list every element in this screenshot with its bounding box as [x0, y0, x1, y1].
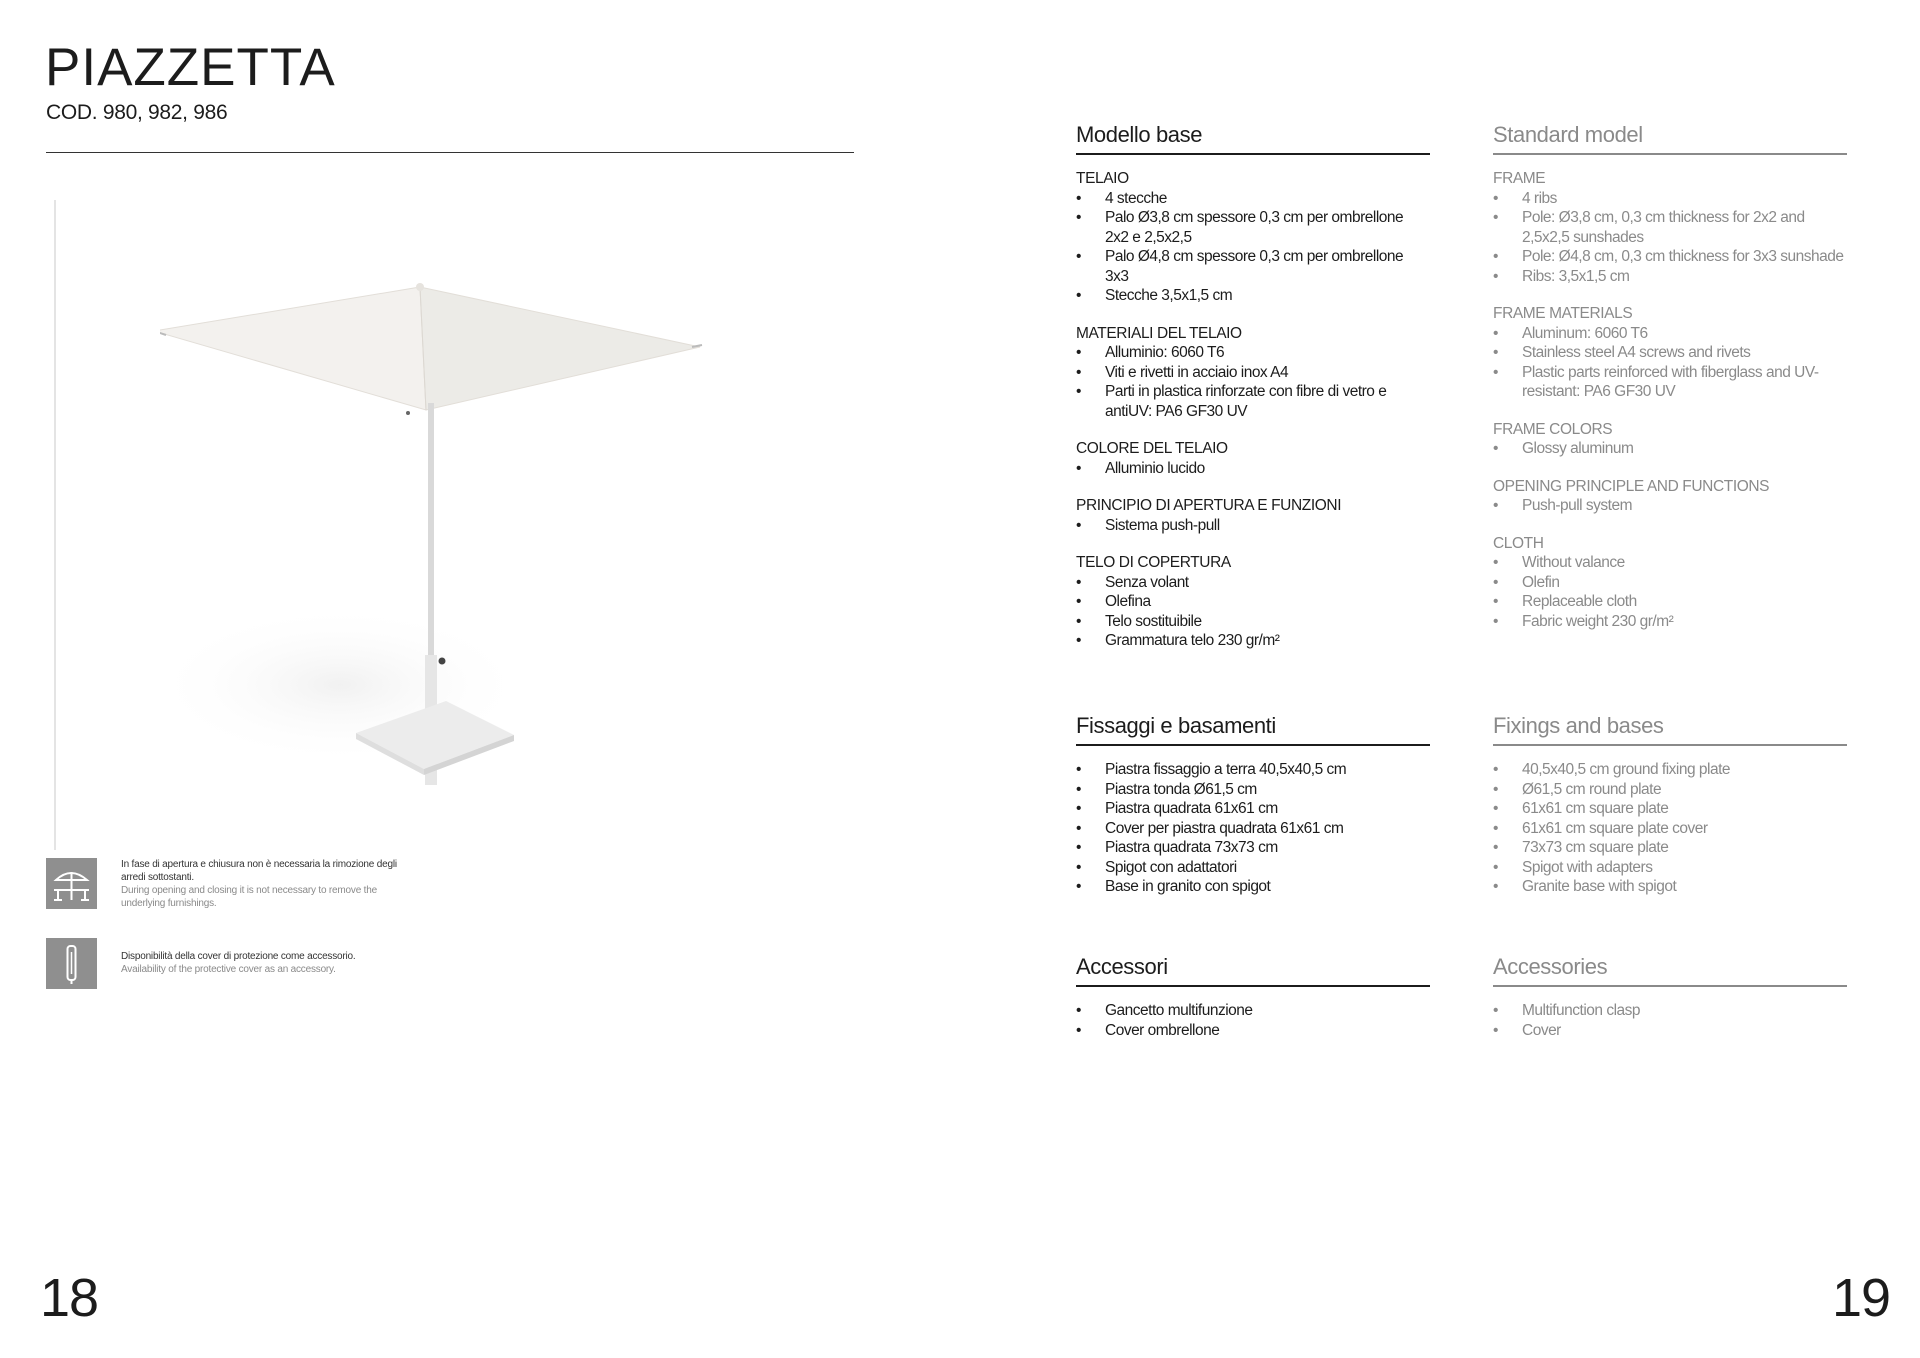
- list-item: • Piastra quadrata 73x73 cm: [1076, 838, 1430, 858]
- fixings-column-english: [1493, 712, 1847, 897]
- product-title: PIAZZETTA: [45, 38, 336, 97]
- list-item: • Stainless steel A4 screws and rivets: [1493, 343, 1847, 363]
- umbrella-product-image: [160, 265, 720, 785]
- list-item: • Pole: Ø3,8 cm, 0,3 cm thickness for 2x2 and 2,5x2,5 sunshades: [1493, 208, 1847, 247]
- list-item: • Push-pull system: [1493, 496, 1847, 516]
- opening-principle-label: PRINCIPIO DI APERTURA E FUNZIONI: [1076, 497, 1342, 514]
- list-item: • Viti e rivetti in acciaio inox A4: [1076, 363, 1430, 383]
- list-item: • Multifunction clasp: [1493, 1001, 1847, 1021]
- section-title-fixings: Fixings and bases: [1493, 712, 1847, 746]
- frame-materials-list: [1076, 343, 1430, 421]
- list-item: • Stecche 3,5x1,5 cm: [1076, 286, 1430, 306]
- list-item: • Spigot con adattatori: [1076, 858, 1430, 878]
- list-item: • Fabric weight 230 gr/m²: [1493, 612, 1847, 632]
- list-item: • Base in granito con spigot: [1076, 877, 1430, 897]
- frame-colors-label: COLORE DEL TELAIO: [1076, 440, 1228, 457]
- page-number-left: 18: [40, 1268, 99, 1328]
- section-title-accessories: Accessories: [1493, 953, 1847, 987]
- note-text-en: During opening and closing it is not necessary to remove the underlying furnishings.: [121, 885, 377, 909]
- note-text-en: Availability of the protective cover as an accessory.: [121, 964, 336, 975]
- accessories-column-english: [1493, 953, 1847, 1040]
- image-guide-line: [54, 200, 56, 850]
- spec-column-italian: [1076, 121, 1430, 651]
- list-item: • Grammatura telo 230 gr/m²: [1076, 631, 1430, 651]
- opening-principle-list: [1076, 516, 1430, 536]
- protective-cover-icon: [46, 938, 97, 989]
- section-title-standard-model: Modello base: [1076, 121, 1430, 155]
- list-item: • Palo Ø4,8 cm spessore 0,3 cm per ombrellone 3x3: [1076, 247, 1430, 286]
- list-item: • Plastic parts reinforced with fiberglass and UV-resistant: PA6 GF30 UV: [1493, 363, 1847, 402]
- note-cover: [46, 938, 426, 990]
- note-text-it: Disponibilità della cover di protezione come accessorio.: [121, 951, 356, 962]
- spec-column-english: [1493, 121, 1847, 631]
- list-item: • 4 ribs: [1493, 189, 1847, 209]
- frame-list: [1493, 189, 1847, 287]
- section-title-accessories: Accessori: [1076, 953, 1430, 987]
- list-item: • Piastra fissaggio a terra 40,5x40,5 cm: [1076, 760, 1430, 780]
- list-item: • 61x61 cm square plate cover: [1493, 819, 1847, 839]
- frame-materials-list: [1493, 324, 1847, 402]
- list-item: • 4 stecche: [1076, 189, 1430, 209]
- fixings-list: [1076, 760, 1430, 897]
- frame-list: [1076, 189, 1430, 306]
- opening-principle-label: OPENING PRINCIPLE AND FUNCTIONS: [1493, 477, 1770, 495]
- cloth-label: TELO DI COPERTURA: [1076, 554, 1231, 571]
- frame-colors-list: [1493, 439, 1847, 459]
- list-item: • Glossy aluminum: [1493, 439, 1847, 459]
- list-item: • Spigot with adapters: [1493, 858, 1847, 878]
- opening-principle-list: [1493, 496, 1847, 516]
- note-text-it: In fase di apertura e chiusura non è necessaria la rimozione degli arredi sottostanti.: [121, 859, 397, 883]
- product-code: COD. 980, 982, 986: [46, 101, 228, 124]
- frame-materials-label: FRAME MATERIALS: [1493, 305, 1633, 322]
- list-item: • Cover: [1493, 1021, 1847, 1041]
- page-number-right: 19: [1832, 1268, 1891, 1328]
- header-divider: [46, 152, 854, 153]
- list-item: • Pole: Ø4,8 cm, 0,3 cm thickness for 3x3 sunshade: [1493, 247, 1847, 267]
- list-item: • Replaceable cloth: [1493, 592, 1847, 612]
- fixings-column-italian: [1076, 712, 1430, 897]
- list-item: • Parti in plastica rinforzate con fibre di vetro e antiUV: PA6 GF30 UV: [1076, 382, 1430, 421]
- list-item: • Palo Ø3,8 cm spessore 0,3 cm per ombrellone 2x2 e 2,5x2,5: [1076, 208, 1430, 247]
- frame-label: TELAIO: [1076, 170, 1129, 187]
- list-item: • Sistema push-pull: [1076, 516, 1430, 536]
- list-item: • Cover per piastra quadrata 61x61 cm: [1076, 819, 1430, 839]
- list-item: • Aluminum: 6060 T6: [1493, 324, 1847, 344]
- frame-colors-label: FRAME COLORS: [1493, 420, 1613, 438]
- list-item: • Piastra tonda Ø61,5 cm: [1076, 780, 1430, 800]
- list-item: • Telo sostituibile: [1076, 612, 1430, 632]
- cloth-label: CLOTH: [1493, 534, 1544, 552]
- section-title-fixings: Fissaggi e basamenti: [1076, 712, 1430, 746]
- list-item: • Olefina: [1076, 592, 1430, 612]
- list-item: • 61x61 cm square plate: [1493, 799, 1847, 819]
- list-item: • Alluminio: 6060 T6: [1076, 343, 1430, 363]
- list-item: • Gancetto multifunzione: [1076, 1001, 1430, 1021]
- list-item: • Senza volant: [1076, 573, 1430, 593]
- frame-colors-list: [1076, 459, 1430, 479]
- list-item: • Olefin: [1493, 573, 1847, 593]
- section-title-standard-model: Standard model: [1493, 121, 1847, 155]
- cloth-list: [1493, 553, 1847, 631]
- fixings-list: [1493, 760, 1847, 897]
- frame-label: FRAME: [1493, 170, 1546, 187]
- accessories-list: [1493, 1001, 1847, 1040]
- list-item: • Alluminio lucido: [1076, 459, 1430, 479]
- cloth-list: [1076, 573, 1430, 651]
- list-item: • Piastra quadrata 61x61 cm: [1076, 799, 1430, 819]
- list-item: • Without valance: [1493, 553, 1847, 573]
- umbrella-over-table-icon: [46, 858, 97, 909]
- note-furnishings: [46, 858, 426, 910]
- list-item: • 73x73 cm square plate: [1493, 838, 1847, 858]
- list-item: • Ribs: 3,5x1,5 cm: [1493, 267, 1847, 287]
- frame-materials-label: MATERIALI DEL TELAIO: [1076, 324, 1242, 342]
- accessories-column-italian: [1076, 953, 1430, 1040]
- accessories-list: [1076, 1001, 1430, 1040]
- list-item: • Granite base with spigot: [1493, 877, 1847, 897]
- list-item: • Cover ombrellone: [1076, 1021, 1430, 1041]
- list-item: • 40,5x40,5 cm ground fixing plate: [1493, 760, 1847, 780]
- list-item: • Ø61,5 cm round plate: [1493, 780, 1847, 800]
